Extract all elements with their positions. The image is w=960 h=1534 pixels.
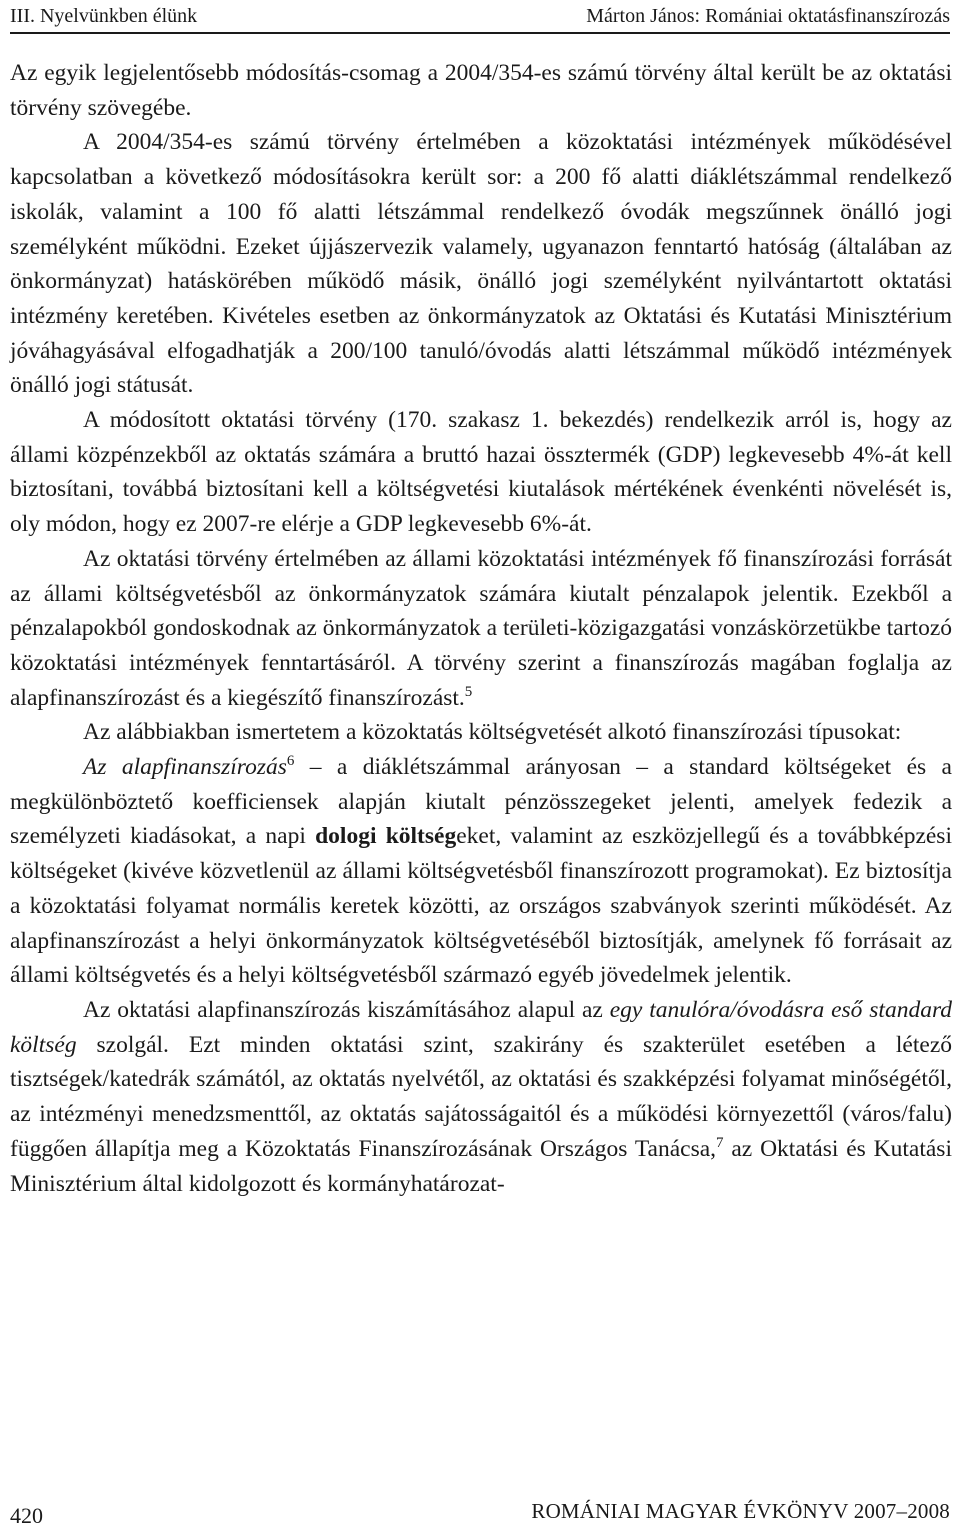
- paragraph-7: [10, 993, 952, 1201]
- term-alapfinanszirozas: Az alapfinanszírozás: [83, 754, 287, 781]
- paragraph-1: Az egyik legjelentősebb módosítás-csomag a 2004/354-es számú törvény által került be az oktatási törvény szövegébe.: [10, 60, 952, 121]
- footnote-ref-7: 7: [716, 1134, 724, 1151]
- page-number: 420: [10, 1503, 43, 1528]
- term-standard-koltseg: egy tanulóra/óvodásra eső standard költség: [10, 996, 952, 1058]
- footnote-ref-5: 5: [464, 683, 473, 700]
- footnote-ref-6: 6: [286, 753, 295, 770]
- paragraph-6-text-b: eket, valamint az eszközjellegű és a továbbképzési költségeket (kivéve közvetlenül az állami költségvetésből finanszírozott programokat). Ez biztosítja a közoktatási folyamat normális keretek közötti, az országos szabványok szerinti működését. Az alapfinanszírozást a helyi önkormányzatok költségvetéséből biztosítják, amelynek fő forrásait az állami költségvetés és a helyi költségvetésből származó egyéb jövedelmek jelentik.: [10, 823, 952, 989]
- paragraph-7-text-a: Az oktatási alapfinanszírozás kiszámításához alapul az: [83, 996, 610, 1023]
- paragraph-6: [10, 750, 952, 993]
- paragraph-6-text-a: – a diáklétszámmal arányosan – a standard költségeket és a megkülönböztető koefficiensek alapján kiutalt pénzösszegeket jelenti, amelyek fedezik a személyzeti kiadásokat, a napi: [10, 754, 952, 850]
- paragraph-2: A 2004/354-es számú törvény értelmében a közoktatási intézmények működésével kapcsolatban a következő módosításokra került sor: a 200 fő alatti diáklétszámmal rendelkező iskolák, valamint a 100 fő alatti létszámmal rendelkező óvodák megszűnnek önálló jogi személyként működni. Ezeket újjászervezik valamely, ugyanazon fenntartó hatóság (általában az önkormányzat) hatáskörében működő másik, önálló jogi személyként nyilvántartott oktatási intézmény keretében. Kivételes esetben az önkormányzatok az Oktatási és Kutatási Minisztérium jóváhagyásával elfogadhatják a 200/100 tanuló/óvodás alatti létszámmal működő intézmények önálló jogi státusát.: [10, 129, 952, 399]
- article-body: [10, 56, 952, 1201]
- paragraph-7-text-c: az Oktatási és Kutatási Minisztérium által kidolgozott és kormányhatározat-: [10, 1135, 952, 1197]
- header-article-title: Márton János: Romániai oktatásfinanszírozás: [586, 5, 950, 27]
- paragraph-7-text-b: szolgál. Ezt minden oktatási szint, szakirány és szakterület esetében a létező tisztségek/katedrák számától, az oktatás nyelvétől, az oktatási és szakképzési folyamat minőségétől, az intézményi menedzsmenttől, az oktatás sajátosságaitól és a működési környezettől (város/falu) függően állapítja meg a Közoktatás Finanszírozásának Országos Tanácsa,: [10, 1031, 952, 1162]
- paragraph-3: A módosított oktatási törvény (170. szakasz 1. bekezdés) rendelkezik arról is, hogy az állami közpénzekből az oktatás számára a bruttó hazai össztermék (GDP) legkevesebb 4%-át kell biztosítani, továbbá biztosítani kell a költségvetési kiutalások mértékének évenkénti növelését is, oly módon, hogy ez 2007-re elérje a GDP legkevesebb 6%-át.: [10, 407, 952, 538]
- paragraph-4: [10, 542, 952, 716]
- journal-title: ROMÁNIAI MAGYAR ÉVKÖNYV 2007–2008: [531, 1499, 950, 1523]
- running-header: [10, 2, 950, 34]
- header-section-title: III. Nyelvünkben élünk: [10, 5, 198, 27]
- paragraph-5: Az alábbiakban ismertetem a közoktatás költségvetését alkotó finanszírozási típusokat:: [83, 719, 902, 746]
- bold-dologi-koltseg: dologi költség: [315, 823, 457, 850]
- paragraph-4-text: Az oktatási törvény értelmében az állami közoktatási intézmények fő finanszírozási forrását az állami költségvetésből az önkormányzatok számára kiutalt pénzalapok jelentik. Ezekből a pénzalapokból gondoskodnak az önkormányzatok a területi-közigazgatási vonzáskörzetükbe tartozó közoktatási intézmények fenntartásáról. A törvény szerint a finanszírozás magában foglalja az alapfinanszírozást és a kiegészítő finanszírozást.: [10, 545, 952, 711]
